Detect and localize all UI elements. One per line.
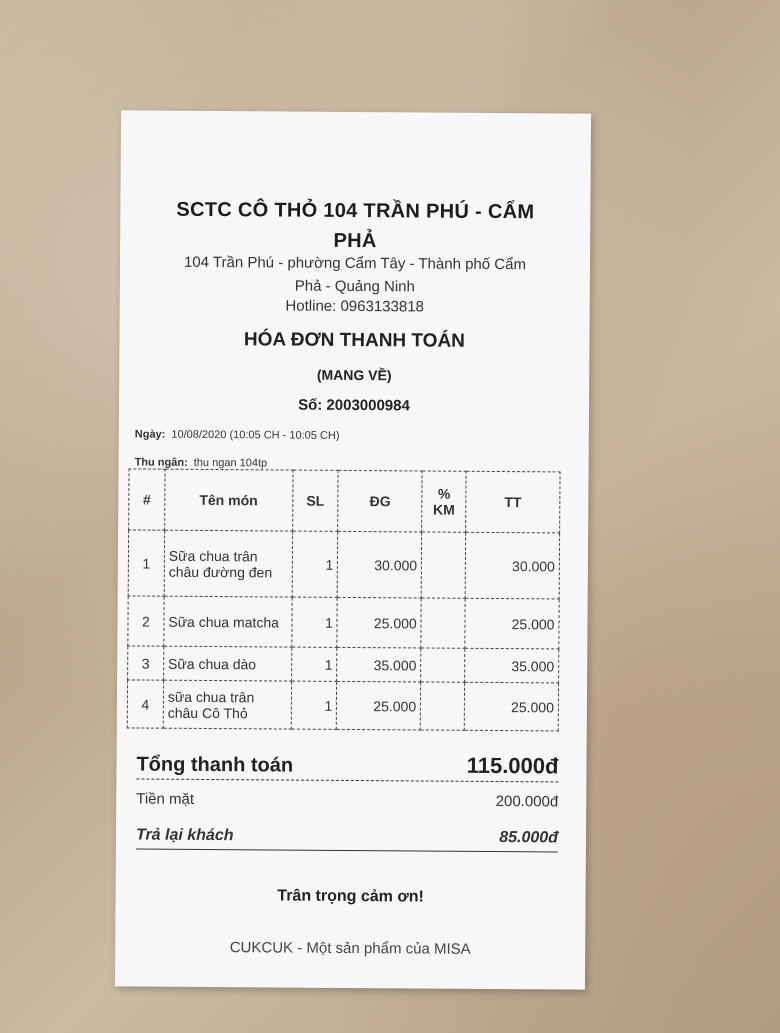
item-index: 4 — [127, 680, 163, 728]
date-label: Ngày: — [134, 428, 166, 441]
date-line — [135, 428, 340, 441]
col-total: TT — [466, 471, 560, 533]
item-price: 30.000 — [338, 531, 422, 598]
item-qty: 1 — [292, 531, 338, 597]
item-total: 35.000 — [465, 648, 559, 683]
col-price: ĐG — [338, 470, 422, 532]
item-discount — [421, 532, 465, 598]
item-price: 25.000 — [337, 597, 421, 648]
item-total: 25.000 — [465, 598, 559, 649]
cash-value: 200.000đ — [495, 793, 559, 811]
col-index: # — [129, 469, 165, 530]
table-row — [128, 646, 559, 683]
item-index: 1 — [128, 530, 164, 596]
store-name-line1: SCTC CÔ THỎ 104 TRẦN PHÚ - CẨM — [176, 198, 535, 224]
item-index: 2 — [128, 596, 164, 646]
date-value: 10/08/2020 (10:05 CH - 10:05 CH) — [171, 428, 340, 442]
cash-row — [136, 790, 558, 810]
total-label: Tổng thanh toán — [136, 753, 294, 777]
col-qty: SL — [292, 470, 338, 531]
store-name — [140, 195, 570, 258]
receipt-number: Số: 2003000984 — [298, 396, 410, 415]
total-row — [136, 750, 558, 782]
items-table — [127, 468, 561, 731]
store-name-line2: PHẢ — [333, 229, 377, 253]
table-row — [128, 596, 559, 649]
item-discount — [421, 648, 465, 682]
thank-you: Trân trọng cảm ơn! — [277, 887, 424, 906]
receipt-subtitle: (MANG VỀ) — [316, 366, 392, 384]
receipt-paper — [115, 110, 591, 989]
change-label: Trả lại khách — [135, 826, 234, 845]
cash-label: Tiền mặt — [136, 790, 195, 808]
col-name: Tên món — [165, 469, 293, 531]
item-name: Sữa chua matcha — [164, 596, 292, 647]
item-total: 25.000 — [464, 682, 558, 731]
item-price: 35.000 — [337, 647, 421, 682]
footer-credit: CUKCUK - Một sản phẩm của MISA — [229, 939, 471, 958]
address-line1: 104 Trần Phú - phường Cẩm Tây - Thành phố Cẩm — [183, 253, 527, 274]
cashier-label: Thu ngân: — [134, 456, 188, 469]
col-discount: % KM — [422, 471, 466, 532]
item-qty: 1 — [291, 597, 337, 647]
store-address — [140, 251, 570, 300]
change-row — [136, 826, 558, 852]
item-discount — [421, 598, 465, 648]
item-name: Sữa chua dào — [163, 646, 291, 681]
change-value: 85.000đ — [499, 829, 559, 847]
item-index: 3 — [128, 646, 164, 680]
item-discount — [420, 682, 464, 730]
address-line2: Phả - Quảng Ninh — [294, 277, 415, 296]
total-value: 115.000đ — [466, 752, 559, 779]
cashier-line — [135, 456, 268, 469]
item-price: 25.000 — [337, 681, 421, 730]
item-name: sữa chua trân châu Cô Thỏ — [163, 680, 291, 729]
cashier-value: thu ngan 104tp — [193, 456, 268, 470]
item-name: Sữa chua trân châu đường đen — [164, 530, 292, 597]
hotline: Hotline: 0963133818 — [285, 297, 424, 316]
item-qty: 1 — [291, 647, 337, 681]
table-row — [127, 680, 558, 731]
item-total: 30.000 — [465, 532, 559, 599]
item-qty: 1 — [291, 681, 337, 729]
table-header — [129, 469, 560, 533]
receipt-title: HÓA ĐƠN THANH TOÁN — [243, 329, 466, 352]
table-row — [128, 530, 559, 599]
